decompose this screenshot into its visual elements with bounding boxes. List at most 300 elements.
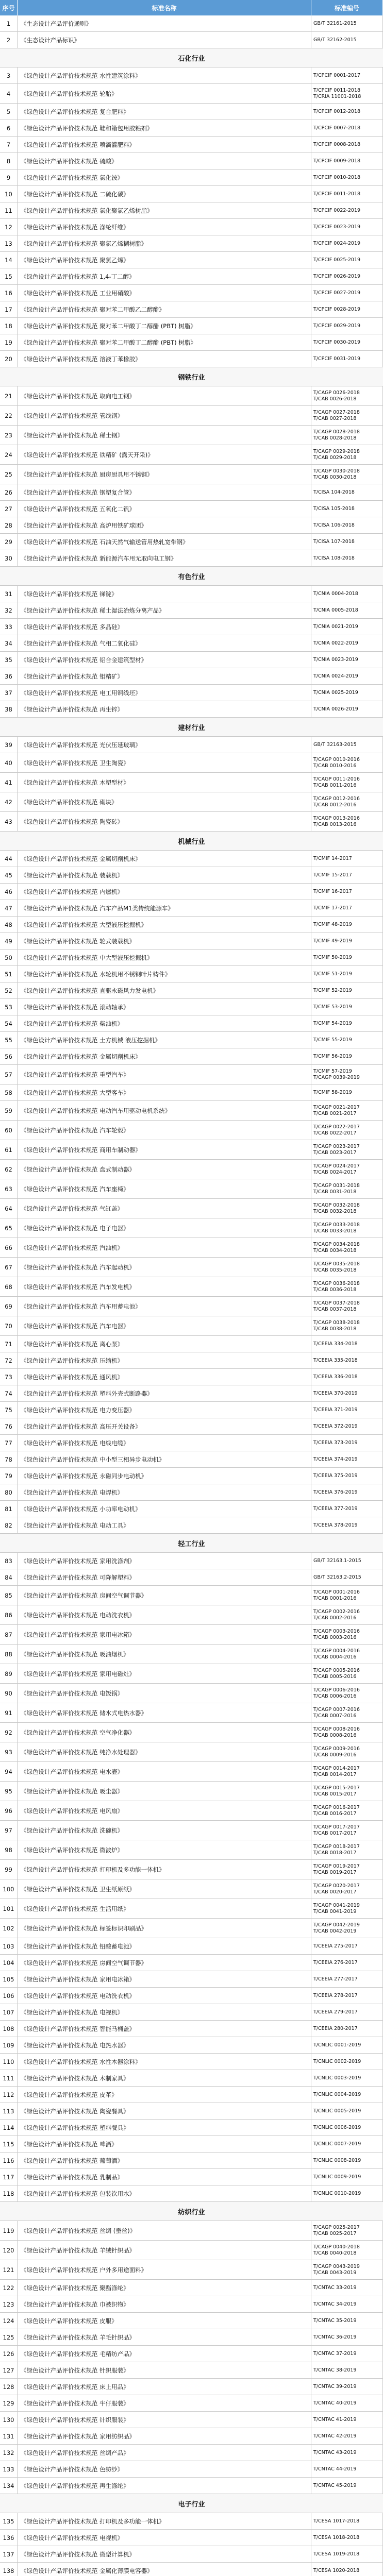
row-number: 36	[0, 668, 18, 684]
row-number: 126	[0, 2346, 18, 2362]
standard-code-cell	[311, 1703, 383, 1722]
standard-code: T/CAB 0018-2017	[313, 1850, 357, 1856]
standard-code-cell	[311, 685, 383, 701]
row-number: 104	[0, 1955, 18, 1971]
standard-code-cell	[311, 652, 383, 668]
standard-code: T/CEEIA 378-2019	[313, 1522, 358, 1528]
standard-code-cell	[311, 619, 383, 635]
standard-code: T/CEEIA 276-2017	[313, 1959, 358, 1965]
standard-name: 《绿色设计产品评价技术规范 金属化薄膜电容器》	[18, 2563, 311, 2576]
section-heading: 建材行业	[0, 718, 383, 737]
row-number: 68	[0, 1277, 18, 1296]
standard-code-cell	[311, 1451, 383, 1467]
table-row	[0, 1451, 383, 1468]
standard-code-cell	[311, 426, 383, 445]
table-row	[0, 1553, 383, 1569]
standard-code: T/CAB 0043-2019	[313, 2269, 357, 2276]
standard-name: 《绿色设计产品评价技术规范 土方机械 液压挖掘机》	[18, 1032, 311, 1048]
standard-name: 《绿色设计产品评价技术规范 陶瓷餐具》	[18, 2103, 311, 2119]
standard-code-cell	[311, 2087, 383, 2103]
standard-name: 《绿色设计产品评价技术规范 汽车座椅》	[18, 1179, 311, 1198]
standard-code: T/CRIA 11001-2018	[313, 93, 361, 99]
row-number: 125	[0, 2329, 18, 2345]
table-row	[0, 1569, 383, 1586]
row-number: 65	[0, 1218, 18, 1238]
standard-code-cell	[311, 1971, 383, 1987]
standard-code: T/CEEIA 373-2019	[313, 1439, 358, 1446]
section-heading: 电子行业	[0, 2494, 383, 2513]
row-number: 131	[0, 2428, 18, 2444]
standard-name: 《绿色设计产品评价技术规范 打印机及多功能一体机》	[18, 2513, 311, 2529]
standard-code: T/CAGP 0007-2016	[313, 1706, 360, 1713]
row-number: 4	[0, 84, 18, 103]
table-row	[0, 792, 383, 812]
standard-code: T/CEEIA 278-2017	[313, 1992, 358, 1998]
standard-name: 《绿色设计产品评价技术规范 羊毛针织品》	[18, 2329, 311, 2345]
standard-code: T/CAB 0004-2016	[313, 1654, 357, 1660]
standard-code-cell	[311, 1179, 383, 1198]
standard-code-cell	[311, 1258, 383, 1277]
standard-code: T/CAB 0001-2016	[313, 1595, 357, 1601]
standard-code-cell	[311, 2004, 383, 2020]
table-row	[0, 1238, 383, 1258]
row-number: 105	[0, 1971, 18, 1987]
standard-code-cell	[311, 1762, 383, 1781]
standard-code: T/CISA 104-2018	[313, 489, 355, 495]
standard-code: T/CAGP 0020-2017	[313, 1883, 360, 1889]
standard-code: T/CNLIC 0006-2019	[313, 2124, 361, 2130]
table-row	[0, 1938, 383, 1955]
row-number: 8	[0, 153, 18, 169]
table-row	[0, 406, 383, 426]
standard-code-cell	[311, 465, 383, 484]
standard-code-cell	[311, 1586, 383, 1605]
standard-code: T/CPCIF 0030-2019	[313, 339, 361, 345]
standard-code: T/CNIA 0021-2019	[313, 623, 358, 630]
standard-code: T/CEEIA 335-2018	[313, 1357, 358, 1363]
standard-code-cell	[311, 2153, 383, 2168]
standard-name: 《绿色设计产品评价技术规范 汽车电器》	[18, 1316, 311, 1335]
standard-code-cell	[311, 2428, 383, 2444]
table-row	[0, 2185, 383, 2202]
standard-code-cell	[311, 1402, 383, 1418]
standard-code: T/CAGP 0029-2018	[313, 448, 360, 454]
standard-code: T/CNTAC 45-2019	[313, 2482, 357, 2488]
table-row	[0, 1501, 383, 1517]
standard-name: 《绿色设计产品评价技术规范 聚对苯二甲酸乙二醇酯》	[18, 301, 311, 317]
standard-code: T/CAGP 0017-2017	[313, 1824, 360, 1830]
standard-code: T/CAGP 0028-2018	[313, 429, 360, 435]
table-row	[0, 619, 383, 635]
row-number: 67	[0, 1258, 18, 1277]
standard-code-cell	[311, 2329, 383, 2345]
standard-name: 《绿色设计产品评价技术规范 高压开关设备》	[18, 1418, 311, 1434]
table-row	[0, 933, 383, 950]
standard-name: 《绿色设计产品评价技术规范 金属切削机床》	[18, 1048, 311, 1064]
row-number: 110	[0, 2054, 18, 2070]
standard-code: T/CNLIC 0010-2019	[313, 2190, 361, 2196]
standard-code: T/CAB 0002-2016	[313, 1615, 357, 1621]
row-number: 7	[0, 137, 18, 152]
table-row	[0, 32, 383, 48]
table-row	[0, 2070, 383, 2087]
table-row	[0, 1316, 383, 1336]
table-row	[0, 1645, 383, 1664]
standard-code: T/CAB 0026-2018	[313, 396, 357, 402]
row-number: 40	[0, 753, 18, 772]
row-number: 92	[0, 1723, 18, 1742]
standard-name: 《绿色设计产品评价技术规范 打印机及多功能一体机》	[18, 1860, 311, 1879]
row-number: 138	[0, 2563, 18, 2576]
standard-code-cell	[311, 1553, 383, 1569]
row-number: 17	[0, 301, 18, 317]
standard-code-cell	[311, 2478, 383, 2494]
standard-code-cell	[311, 1238, 383, 1257]
standard-name: 《绿色设计产品评价技术规范 户外多用途面料》	[18, 2260, 311, 2279]
table-row	[0, 2428, 383, 2445]
table-row	[0, 966, 383, 982]
standard-code: T/CISA 108-2018	[313, 555, 355, 561]
row-number: 18	[0, 318, 18, 334]
row-number: 63	[0, 1179, 18, 1198]
standard-code: T/CAB 0032-2018	[313, 1208, 357, 1214]
standard-name: 《绿色设计产品评价技术规范 木制家具》	[18, 2070, 311, 2086]
table-row	[0, 1821, 383, 1840]
table-row	[0, 1955, 383, 1971]
row-number: 75	[0, 1402, 18, 1418]
standard-code-cell	[311, 1605, 383, 1624]
standard-code-cell	[311, 15, 383, 31]
standard-code: T/CNTAC 41-2019	[313, 2416, 357, 2422]
standard-code-cell	[311, 2412, 383, 2428]
standard-code: T/CPCIF 0031-2019	[313, 355, 361, 362]
standard-name: 《绿色设计产品评价技术规范 电饭锅》	[18, 1684, 311, 1703]
standard-name: 《绿色设计产品评价技术规范 家用电冰箱》	[18, 1971, 311, 1987]
row-number: 102	[0, 1919, 18, 1938]
standard-name: 《绿色设计产品评价技术规范 聚对苯二甲酸丁二醇酯 (PBT) 树脂》	[18, 318, 311, 334]
standard-name: 《绿色设计产品评价技术规范 再生涤纶》	[18, 2478, 311, 2494]
row-number: 122	[0, 2280, 18, 2296]
row-number: 58	[0, 1084, 18, 1100]
standard-code: T/CISA 105-2018	[313, 505, 355, 512]
standard-name: 《绿色设计产品评价技术规范 家用洗涤剂》	[18, 1553, 311, 1569]
standard-code-cell	[311, 1218, 383, 1238]
table-row	[0, 867, 383, 884]
standard-name: 《绿色设计产品评价技术规范 皮革》	[18, 2087, 311, 2103]
table-row	[0, 334, 383, 351]
table-row	[0, 2296, 383, 2313]
standard-code: T/CPCIF 0025-2019	[313, 257, 361, 263]
standard-code: T/CAGP 0014-2017	[313, 1765, 360, 1771]
standard-code: T/CEEIA 280-2017	[313, 2025, 358, 2031]
standard-code-cell	[311, 1801, 383, 1820]
standard-code: T/CAB 0037-2018	[313, 1306, 357, 1312]
table-row	[0, 2221, 383, 2241]
standard-code-cell	[311, 1821, 383, 1840]
table-row	[0, 2313, 383, 2329]
standard-code: T/CESA 1017-2018	[313, 2518, 360, 2524]
standard-name: 《生态设计产品评价通则》	[18, 15, 311, 31]
standard-name: 《绿色设计产品评价技术规范 电线电缆》	[18, 1435, 311, 1451]
standard-name: 《绿色设计产品评价技术规范 房间空气调节器》	[18, 1955, 311, 1971]
standard-name: 《绿色设计产品评价技术规范 卫生陶瓷》	[18, 753, 311, 772]
table-row	[0, 1684, 383, 1703]
standard-code-cell	[311, 120, 383, 136]
standard-name: 《绿色设计产品评价技术规范 微型计算机》	[18, 2546, 311, 2562]
standard-code-cell	[311, 1468, 383, 1484]
table-row	[0, 202, 383, 219]
standard-name: 《绿色设计产品评价技术规范 多晶硅》	[18, 619, 311, 635]
table-row	[0, 1084, 383, 1101]
row-number: 88	[0, 1645, 18, 1664]
standard-code-cell	[311, 773, 383, 792]
table-row	[0, 2260, 383, 2280]
row-number: 117	[0, 2169, 18, 2185]
standard-code: T/CAGP 0040-2018	[313, 2244, 360, 2250]
standard-name: 《绿色设计产品评价技术规范 羊绒针织品》	[18, 2241, 311, 2260]
row-number: 74	[0, 1385, 18, 1401]
table-row	[0, 1065, 383, 1084]
table-row	[0, 586, 383, 602]
table-row	[0, 1860, 383, 1879]
standard-code: T/CAGP 0010-2016	[313, 756, 360, 762]
standard-code: T/CAGP 0037-2018	[313, 1300, 360, 1306]
standard-name: 《绿色设计产品评价技术规范 直驱永磁风力发电机》	[18, 982, 311, 998]
standard-code: T/CPCIF 0026-2019	[313, 273, 361, 279]
standard-name: 《绿色设计产品评价技术规范 纯净水处理器》	[18, 1742, 311, 1761]
table-row	[0, 285, 383, 301]
standard-code: T/CMIF 48-2019	[313, 921, 352, 927]
standard-name: 《绿色设计产品评价技术规范 空气净化器》	[18, 1723, 311, 1742]
row-number: 93	[0, 1742, 18, 1761]
standard-code: T/CAGP 0033-2018	[313, 1222, 360, 1228]
row-number: 97	[0, 1821, 18, 1840]
row-number: 83	[0, 1553, 18, 1569]
standard-code: T/CPCIF 0009-2018	[313, 158, 361, 164]
standard-code: T/CNTAC 42-2019	[313, 2433, 357, 2439]
standard-name: 《绿色设计产品评价技术规范 智能马桶盖》	[18, 2021, 311, 2037]
standard-code: T/CAGP 0018-2017	[313, 1843, 360, 1850]
standard-name: 《绿色设计产品评价技术规范 啤酒》	[18, 2136, 311, 2152]
standard-name: 《绿色设计产品评价技术规范 溶液丁苯橡胶》	[18, 351, 311, 367]
row-number: 54	[0, 1015, 18, 1031]
table-row	[0, 252, 383, 268]
standard-code: T/CAB 0029-2018	[313, 454, 357, 461]
row-number: 114	[0, 2120, 18, 2136]
standard-code-cell	[311, 2395, 383, 2411]
table-row	[0, 1762, 383, 1782]
standard-code-cell	[311, 170, 383, 185]
section-heading: 有色行业	[0, 567, 383, 586]
standard-name: 《绿色设计产品评价技术规范 储水式电热水器》	[18, 1703, 311, 1722]
standard-name: 《绿色设计产品评价技术规范 氯化铵》	[18, 170, 311, 185]
standard-code: T/CEEIA 275-2017	[313, 1943, 358, 1949]
standard-code: T/CAGP 0034-2018	[313, 1241, 360, 1247]
standard-code-cell	[311, 1435, 383, 1451]
row-number: 73	[0, 1369, 18, 1385]
section-heading: 轻工行业	[0, 1534, 383, 1553]
standard-code: T/CAGP 0025-2017	[313, 2224, 360, 2230]
table-row	[0, 1369, 383, 1385]
standard-code-cell	[311, 1625, 383, 1644]
table-row	[0, 2379, 383, 2395]
standard-code: T/CMIF 14-2017	[313, 855, 352, 861]
standard-code-cell	[311, 2546, 383, 2562]
table-row	[0, 84, 383, 104]
standard-code: T/CPCIF 0011-2018	[313, 87, 361, 93]
standard-code: T/CAB 0003-2016	[313, 1634, 357, 1640]
row-number: 46	[0, 884, 18, 900]
standard-code: T/CMIF 57-2019	[313, 1068, 352, 1074]
standard-name: 《绿色设计产品评价技术规范 硫酸》	[18, 153, 311, 169]
standard-code: T/CAGP 0032-2018	[313, 1202, 360, 1208]
standard-name: 《绿色设计产品评价技术规范 复合肥料》	[18, 104, 311, 120]
row-number: 86	[0, 1605, 18, 1624]
standard-code: T/CAB 0040-2018	[313, 2250, 357, 2256]
row-number: 121	[0, 2260, 18, 2279]
table-row	[0, 1199, 383, 1218]
standard-name: 《绿色设计产品评价技术规范 电水壶》	[18, 1762, 311, 1781]
table-row	[0, 1899, 383, 1919]
standard-code: T/CNLIC 0009-2019	[313, 2174, 361, 2180]
standard-name: 《绿色设计产品评价技术规范 锑锭》	[18, 586, 311, 602]
table-row	[0, 1385, 383, 1402]
table-row	[0, 2280, 383, 2296]
standard-code-cell	[311, 2346, 383, 2362]
row-number: 19	[0, 334, 18, 350]
standard-code-cell	[311, 792, 383, 811]
row-number: 6	[0, 120, 18, 136]
standard-code: T/CMIF 51-2019	[313, 971, 352, 977]
standard-name: 《绿色设计产品评价技术规范 鞋和箱包用胶粘剂》	[18, 120, 311, 136]
standard-code-cell	[311, 1860, 383, 1879]
standard-name: 《绿色设计产品评价技术规范 聚酯涤纶》	[18, 2280, 311, 2296]
standard-name: 《绿色设计产品评价技术规范 陶瓷砖》	[18, 812, 311, 831]
table-row	[0, 1101, 383, 1121]
standard-code-cell	[311, 586, 383, 602]
standard-code-cell	[311, 1988, 383, 2004]
standard-name: 《绿色设计产品评价技术规范 包装饮用水》	[18, 2185, 311, 2201]
standard-code-cell	[311, 1879, 383, 1899]
standard-name: 《绿色设计产品评价技术规范 聚氯乙烯糊树脂》	[18, 235, 311, 251]
table-row	[0, 2461, 383, 2478]
row-number: 55	[0, 1032, 18, 1048]
table-row	[0, 2478, 383, 2494]
standard-code-cell	[311, 2169, 383, 2185]
row-number: 100	[0, 1879, 18, 1899]
standard-name: 《绿色设计产品评价技术规范 轮式装载机》	[18, 933, 311, 949]
row-number: 106	[0, 1988, 18, 2004]
standard-code: T/CAB 0009-2016	[313, 1752, 357, 1758]
table-row	[0, 104, 383, 120]
table-row	[0, 2241, 383, 2260]
standard-code-cell	[311, 1101, 383, 1120]
standard-code: T/CNIA 0022-2019	[313, 640, 358, 646]
standard-name: 《绿色设计产品评价技术规范 汽车起动机》	[18, 1258, 311, 1277]
standard-code-cell	[311, 2185, 383, 2201]
row-number: 99	[0, 1860, 18, 1879]
row-number: 3	[0, 67, 18, 83]
standard-code-cell	[311, 1782, 383, 1801]
standard-code-cell	[311, 2070, 383, 2086]
standard-code: T/CMIF 54-2019	[313, 1020, 352, 1026]
standard-code: T/CPCIF 0023-2019	[313, 224, 361, 230]
row-number: 103	[0, 1938, 18, 1954]
standard-name: 《绿色设计产品评价技术规范 再生锌》	[18, 701, 311, 717]
row-number: 123	[0, 2296, 18, 2312]
row-number: 133	[0, 2461, 18, 2477]
table-row	[0, 602, 383, 619]
header-no: 序号	[0, 0, 18, 15]
section-heading: 机械行业	[0, 832, 383, 851]
row-number: 38	[0, 701, 18, 717]
row-number: 23	[0, 426, 18, 445]
standard-name: 《绿色设计产品评价技术规范 内燃机》	[18, 884, 311, 900]
standard-code: T/CAB 0034-2018	[313, 1247, 357, 1253]
standard-code: T/CAGP 0042-2019	[313, 1922, 360, 1928]
standard-code: T/CAGP 0039-2019	[313, 1074, 360, 1080]
standard-code-cell	[311, 1385, 383, 1401]
row-number: 49	[0, 933, 18, 949]
standard-name: 《绿色设计产品评价技术规范 电风扇》	[18, 1801, 311, 1820]
standard-code: T/CNIA 0005-2018	[313, 607, 358, 613]
standard-name: 《绿色设计产品评价技术规范 重型汽车》	[18, 1065, 311, 1084]
row-number: 111	[0, 2070, 18, 2086]
table-row	[0, 2169, 383, 2185]
table-row	[0, 501, 383, 517]
standard-code: T/CPCIF 0029-2019	[313, 323, 361, 329]
standard-code-cell	[311, 484, 383, 500]
standard-name: 《绿色设计产品评价技术规范 可降解塑料》	[18, 1569, 311, 1585]
standard-name: 《绿色设计产品评价技术规范 1,4-丁二醇》	[18, 268, 311, 284]
standard-name: 《绿色设计产品评价技术规范 喷滴灌肥料》	[18, 137, 311, 152]
row-number: 34	[0, 635, 18, 651]
table-row	[0, 67, 383, 84]
standard-name: 《绿色设计产品评价技术规范 丝绸产品》	[18, 2445, 311, 2461]
row-number: 136	[0, 2530, 18, 2546]
table-row	[0, 2445, 383, 2461]
standard-code-cell	[311, 812, 383, 831]
table-row	[0, 15, 383, 32]
standard-code: T/CEEIA 370-2019	[313, 1390, 358, 1396]
table-row	[0, 2021, 383, 2037]
standard-code-cell	[311, 137, 383, 152]
standard-code-cell	[311, 351, 383, 367]
standard-code: T/CAGP 0035-2018	[313, 1261, 360, 1267]
standard-code: T/CAB 0042-2019	[313, 1928, 357, 1934]
standard-code-cell	[311, 1369, 383, 1385]
standard-name: 《绿色设计产品评价技术规范 铅酸蓄电池》	[18, 1938, 311, 1954]
row-number: 116	[0, 2153, 18, 2168]
table-row	[0, 1586, 383, 1605]
standard-name: 《绿色设计产品评价技术规范 装载机》	[18, 867, 311, 883]
table-row	[0, 1625, 383, 1645]
standard-code-cell	[311, 1840, 383, 1859]
standard-code: T/CAB 0038-2018	[313, 1326, 357, 1332]
standard-code: GB/T 32162-2015	[313, 37, 357, 43]
table-row	[0, 351, 383, 367]
standard-code-cell	[311, 1742, 383, 1761]
standard-code: T/CMIF 55-2019	[313, 1037, 352, 1043]
row-number: 72	[0, 1352, 18, 1368]
standard-code-cell	[311, 1645, 383, 1664]
standard-code: T/CAGP 0016-2017	[313, 1804, 360, 1810]
table-row	[0, 1418, 383, 1435]
standard-code: T/CNIA 0026-2019	[313, 706, 358, 712]
standard-name: 《绿色设计产品评价技术规范 聚对苯二甲酸丁二醇酯 (PBT) 树脂》	[18, 334, 311, 350]
table-row	[0, 2153, 383, 2169]
standard-code: T/CEEIA 374-2019	[313, 1456, 358, 1462]
